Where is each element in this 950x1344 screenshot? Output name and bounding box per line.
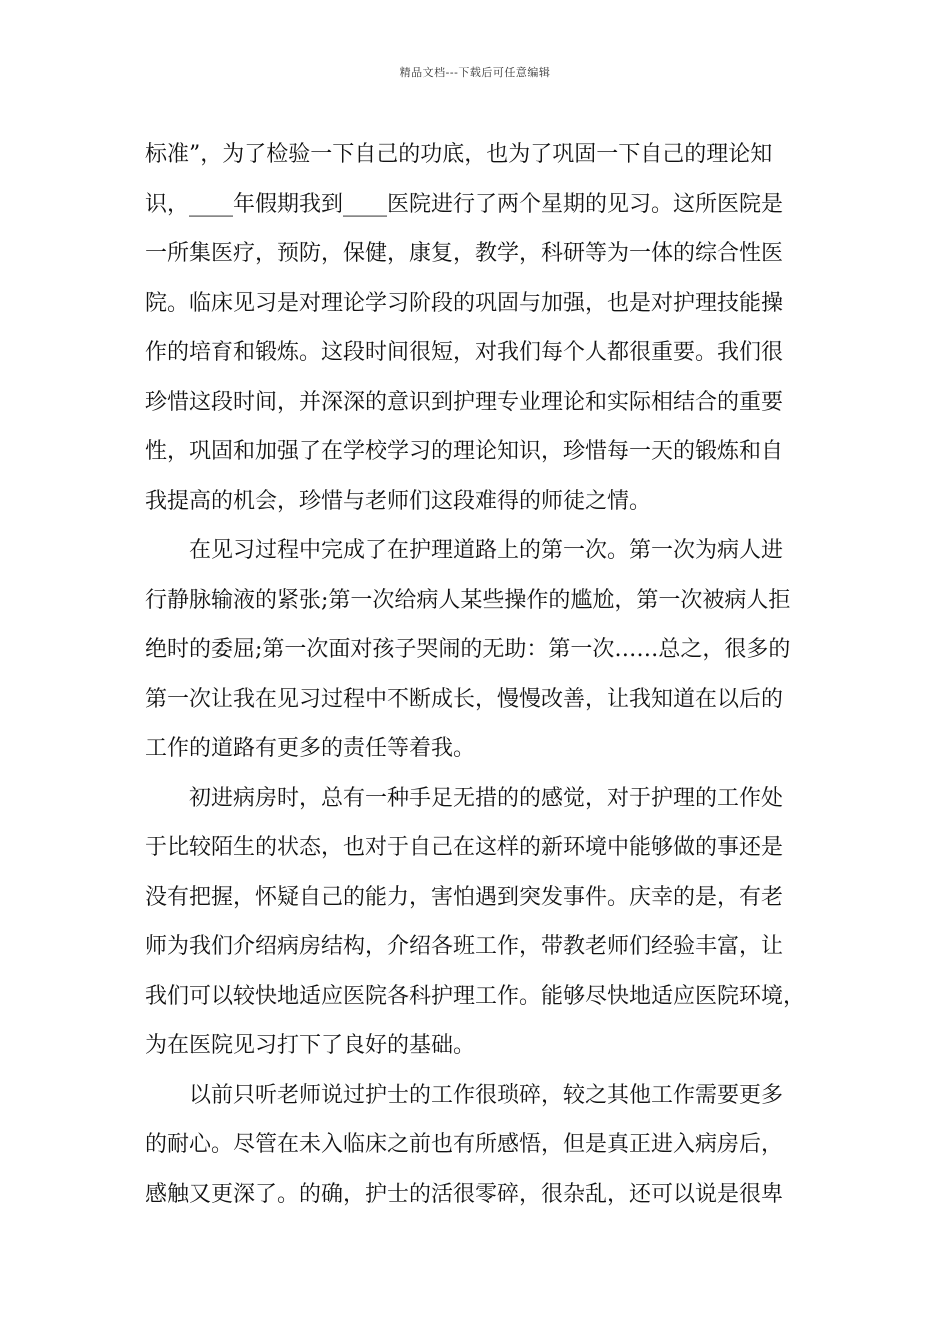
- text-line: 性，巩固和加强了在学校学习的理论知识，珍惜每一天的锻炼和自: [145, 439, 784, 464]
- text-line: 于比较陌生的状态，也对于自己在这样的新环境中能够做的事还是: [145, 835, 784, 860]
- text-line: 行静脉输液的紧张;第一次给病人某些操作的尴尬，第一次被病人拒: [145, 587, 791, 613]
- paragraph: [145, 130, 825, 526]
- body-text: [145, 130, 825, 1219]
- text-line: 绝时的委屈;第一次面对孩子哭闹的无助：第一次……总之，很多的: [145, 637, 791, 662]
- paragraph: [145, 526, 825, 774]
- text-line: 我们可以较快地适应医院各科护理工作。能够尽快地适应医院环境，: [145, 983, 806, 1009]
- text-line: 一所集医疗，预防，保健，康复，教学，科研等为一体的综合性医: [145, 241, 784, 266]
- paragraph: [145, 1071, 825, 1220]
- text-line: 我提高的机会，珍惜与老师们这段难得的师徒之情。: [145, 488, 652, 514]
- text-line: 作的培育和锻炼。这段时间很短，对我们每个人都很重要。我们很: [145, 340, 784, 365]
- text-line: 没有把握，怀疑自己的能力，害怕遇到突发事件。庆幸的是，有老: [145, 884, 784, 910]
- text-line: 第一次让我在见习过程中不断成长，慢慢改善，让我知道在以后的: [145, 686, 784, 712]
- paragraph: [145, 774, 825, 1071]
- text-line: 感触又更深了。的确，护士的活很零碎，很杂乱，还可以说是很卑: [145, 1181, 784, 1207]
- text-line: 在见习过程中完成了在护理道路上的第一次。第一次为病人进: [145, 538, 784, 563]
- text-line: 院。临床见习是对理论学习阶段的巩固与加强，也是对护理技能操: [145, 290, 784, 316]
- text-line: 以前只听老师说过护士的工作很琐碎，较之其他工作需要更多: [145, 1082, 784, 1108]
- text-line: 工作的道路有更多的责任等着我。: [145, 736, 476, 761]
- text-line: 标准”，为了检验一下自己的功底，也为了巩固一下自己的理论知: [145, 142, 773, 167]
- text-line: 珍惜这段时间，并深深的意识到护理专业理论和实际相结合的重要: [145, 389, 784, 415]
- text-line: 师为我们介绍病房结构，介绍各班工作，带教老师们经验丰富，让: [145, 934, 784, 959]
- text-line: 的耐心。尽管在未入临床之前也有所感悟，但是真正进入病房后，: [145, 1132, 784, 1157]
- text-line: 识，____年假期我到____医院进行了两个星期的见习。这所医院是: [145, 191, 784, 217]
- page-header: 精品文档---下载后可任意编辑: [399, 66, 551, 79]
- text-line: 为在医院见习打下了良好的基础。: [145, 1033, 476, 1058]
- text-line: 初进病房时，总有一种手足无措的的感觉，对于护理的工作处: [145, 785, 784, 811]
